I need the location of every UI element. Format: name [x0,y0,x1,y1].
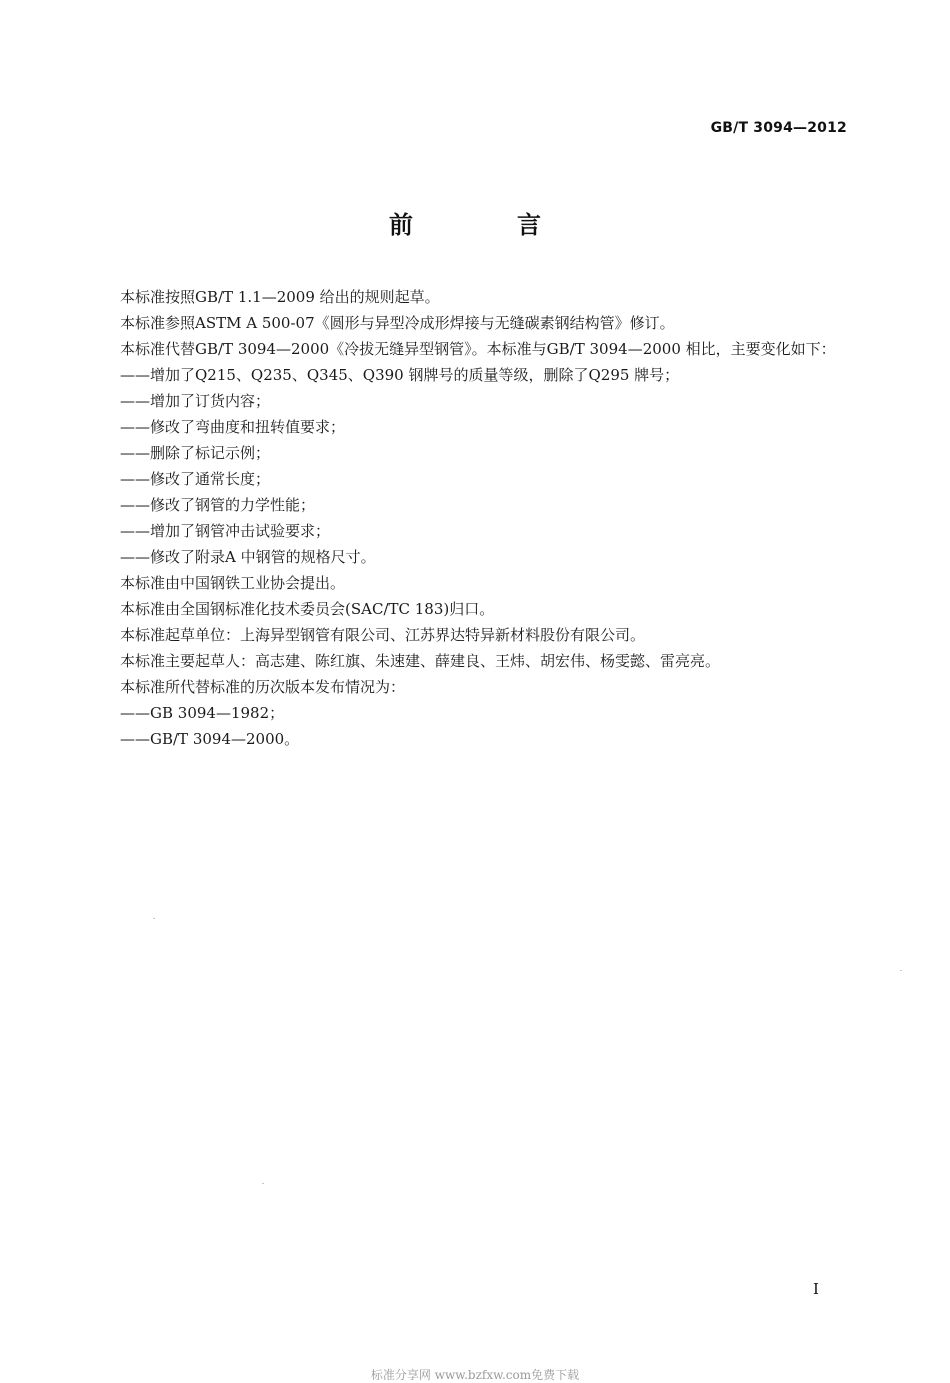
paragraph-drafters: 本标准主要起草人：高志建、陈红旗、朱速建、薛建良、王炜、胡宏伟、杨雯懿、雷亮亮。 [120,652,721,670]
list-item: ——修改了附录A 中钢管的规格尺寸。 [120,548,376,566]
page-title: 前 言 [389,211,581,239]
paragraph-drafting-units: 本标准起草单位：上海异型钢管有限公司、江苏界达特异新材料股份有限公司。 [120,626,646,644]
foreword-body [90,284,860,752]
list-item: ——修改了通常长度； [120,470,271,488]
list-item: ——修改了钢管的力学性能； [120,496,316,514]
changes-list [90,362,860,570]
list-item: ——删除了标记示例； [120,444,271,462]
paragraph-replacement: 本标准代替GB/T 3094—2000《冷拔无缝异型钢管》。本标准与GB/T 3094—2000 相比，主要变化如下： [120,340,836,358]
paragraph-centralized-by: 本标准由全国钢标准化技术委员会(SAC/TC 183)归口。 [120,600,495,618]
paragraph-version-history: 本标准所代替标准的历次版本发布情况为： [120,678,406,696]
scan-speck [262,1183,264,1184]
list-item: ——增加了Q215、Q235、Q345、Q390 钢牌号的质量等级，删除了Q295 牌号； [120,366,680,384]
paragraph-reference-standard: 本标准参照ASTM A 500-07《圆形与异型冷成形焊接与无缝碳素钢结构管》修订。 [120,314,675,332]
scan-speck [900,970,902,971]
list-item: ——增加了订货内容； [120,392,271,410]
list-item: ——增加了钢管冲击试验要求； [120,522,331,540]
paragraph-proposed-by: 本标准由中国钢铁工业协会提出。 [120,574,346,592]
list-item: ——GB/T 3094—2000。 [120,730,300,748]
paragraph-drafting-rules: 本标准按照GB/T 1.1—2009 给出的规则起草。 [120,288,440,306]
page-number: I [813,1280,819,1298]
footer-watermark: 标准分享网 www.bzfxw.com免费下载 [370,1368,580,1382]
standard-number: GB/T 3094—2012 [710,120,847,136]
history-list [90,700,860,752]
list-item: ——修改了弯曲度和扭转值要求； [120,418,346,436]
list-item: ——GB 3094—1982； [120,704,285,722]
scan-speck [153,918,155,919]
